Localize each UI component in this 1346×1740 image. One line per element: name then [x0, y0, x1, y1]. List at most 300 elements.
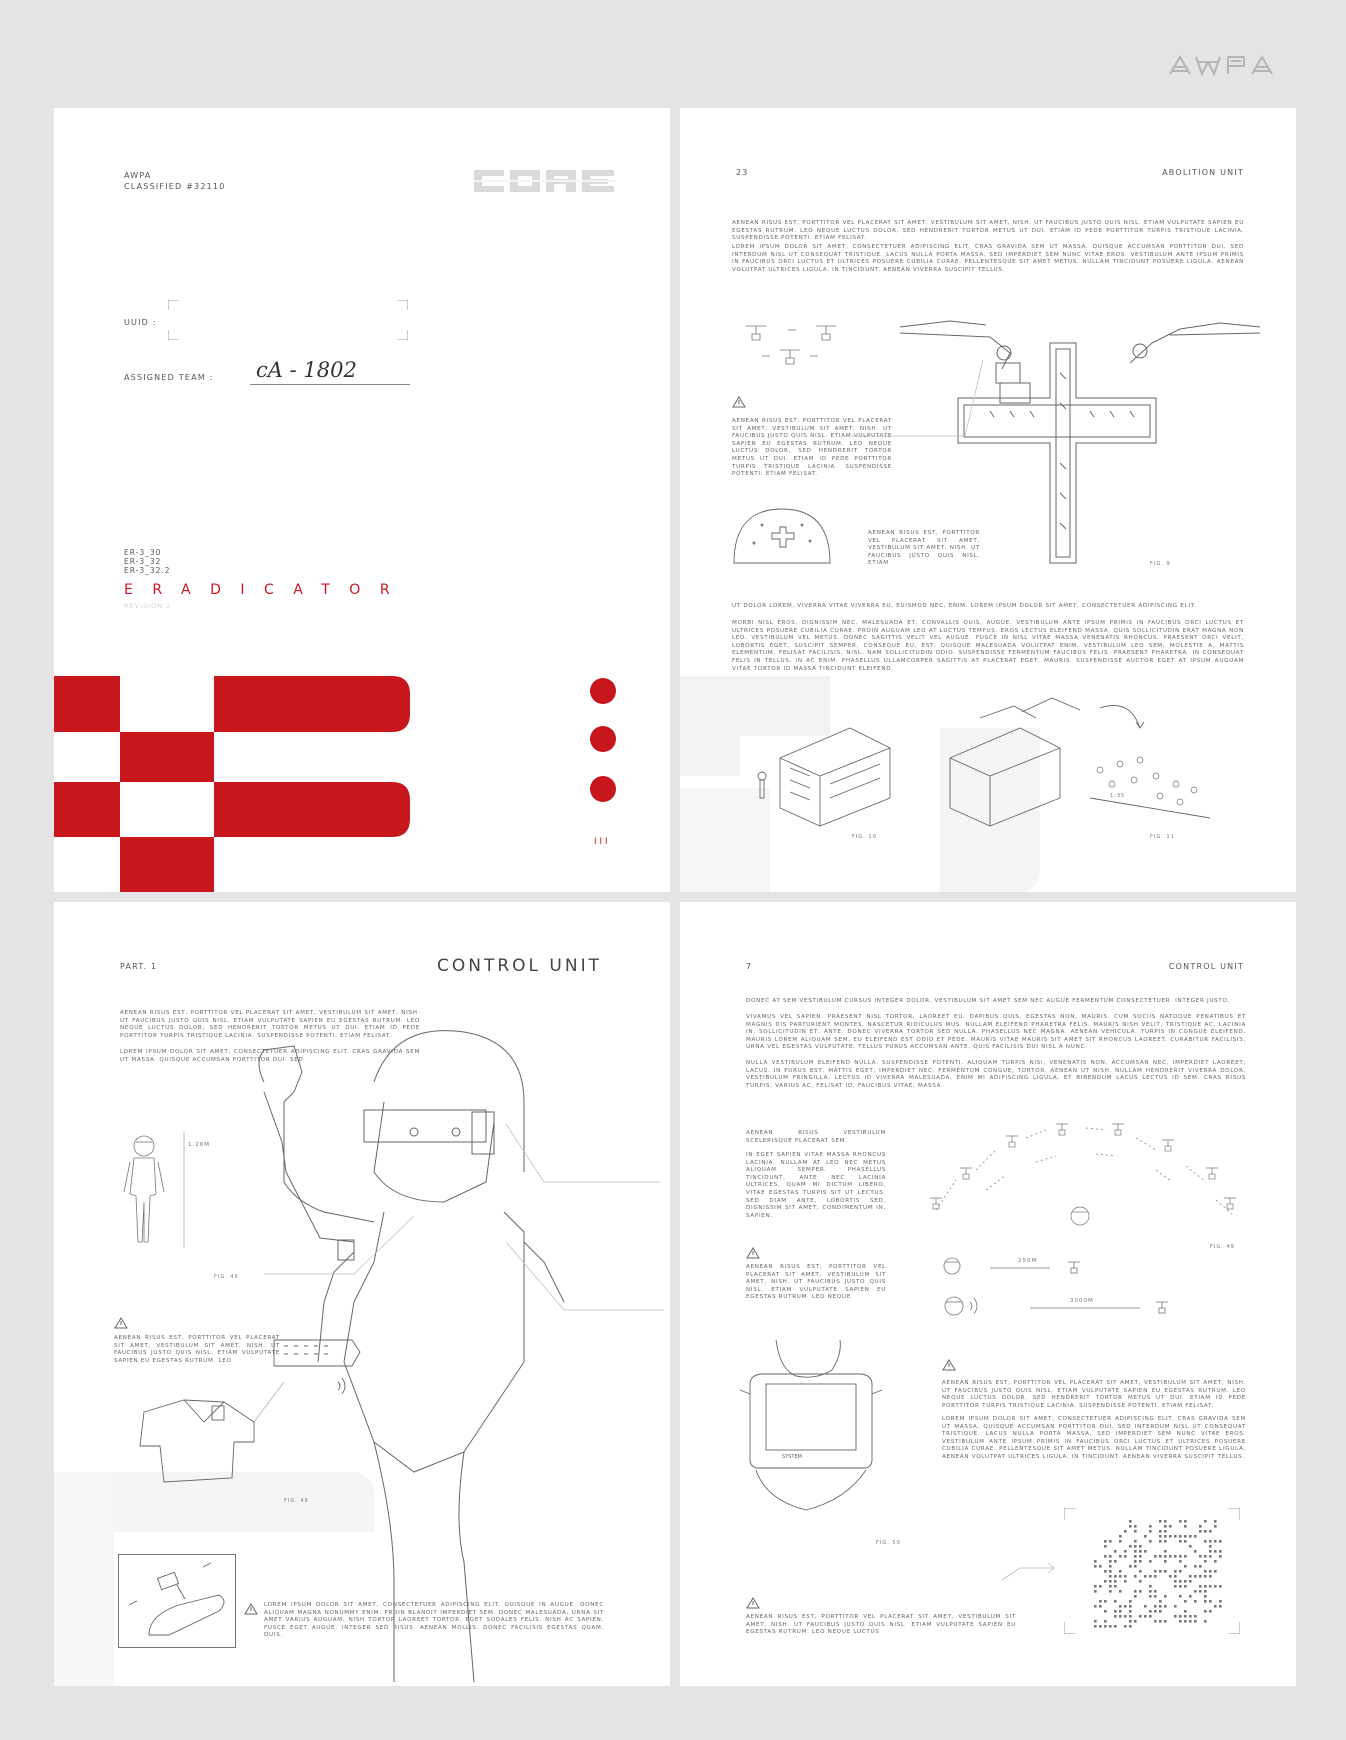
qr-dot [1119, 1570, 1122, 1573]
qr-dot [1179, 1580, 1182, 1583]
qr-dot [1124, 1605, 1127, 1608]
qr-dot [1164, 1595, 1167, 1598]
qr-dot [1214, 1585, 1217, 1588]
qr-dot [1179, 1615, 1182, 1618]
qr-dot [1164, 1555, 1167, 1558]
qr-dot [1189, 1620, 1192, 1623]
bracket-frame-icon [168, 300, 408, 340]
revision-label: REVISION 2 [124, 602, 172, 610]
qr-dot [1214, 1605, 1217, 1608]
qr-dot [1119, 1615, 1122, 1618]
qr-dot [1109, 1555, 1112, 1558]
qr-dot [1114, 1610, 1117, 1613]
column-text: IN EGET SAPIEN VITAE MASSA RHONCUS LACINIA. NULLAM AT LEO NEC METUS ALIQUAM SEMPER. PHASELLUS TINCIDUNT, ANTE NEC LACINIA ULTRICES, QUAM MI DICTUM LIBERO, VITAE EGESTAS TURPIS SIT UT LECTUS. SED DIAM ANTE, LOBORTIS SED, DIGNISSIM SIT AMET, CONDIMENTUM IN, SAPIEN. [746, 1152, 886, 1219]
container-left-icon [750, 718, 900, 828]
qr-dot [1109, 1575, 1112, 1578]
drone-arc-formation-icon [916, 1120, 1246, 1230]
qr-dot [1104, 1620, 1107, 1623]
distance-label: 250M [1018, 1258, 1038, 1264]
qr-dot [1179, 1585, 1182, 1588]
qr-dot [1179, 1595, 1182, 1598]
qr-dot [1169, 1535, 1172, 1538]
qr-dot [1204, 1585, 1207, 1588]
qr-dot [1134, 1555, 1137, 1558]
bottom-paragraph: LOREM IPSUM DOLOR SIT AMET, CONSECTETUER ADIPISCING ELIT. QUISQUE IN AUGUE. DONEC ALIQUAM MAGNA NONUMMY ENIM. PROIN BLANDIT IMPERDIET SEM. DONEC MALESUADA, URNA SIT AMET VARIUS AUGUAM, NISH TORTOR LAOREET TORTOR, EGET SODALES FELIS. NISH AC SAPIEN. FUSCE EGET AUGUE. INTEGER SED RISUS. AENEAN MOLLIS. DONEC FACILISIS EGESTAS QUAM. DUIS. [264, 1602, 604, 1639]
qr-dot [1139, 1615, 1142, 1618]
qr-dot [1164, 1540, 1167, 1543]
qr-dot [1114, 1550, 1117, 1553]
fig-label: FIG. 9 [1150, 561, 1171, 567]
qr-dot [1159, 1620, 1162, 1623]
qr-dot [1104, 1545, 1107, 1548]
qr-dot [1139, 1560, 1142, 1563]
qr-dot [1209, 1575, 1212, 1578]
qr-dot [1219, 1540, 1222, 1543]
qr-dot [1104, 1610, 1107, 1613]
qr-dot [1159, 1555, 1162, 1558]
qr-dot [1109, 1585, 1112, 1588]
qr-dot [1164, 1520, 1167, 1523]
page-header: ABOLITION UNIT [1162, 168, 1244, 177]
qr-dot [1149, 1530, 1152, 1533]
qr-dot [1214, 1550, 1217, 1553]
qr-dot [1194, 1600, 1197, 1603]
warning-icon [942, 1358, 956, 1376]
qr-dot [1134, 1620, 1137, 1623]
warning-icon [114, 1316, 128, 1334]
qr-dot [1129, 1525, 1132, 1528]
red-dots [588, 676, 618, 821]
qr-dot [1159, 1570, 1162, 1573]
qr-dot [1189, 1545, 1192, 1548]
qr-dot [1214, 1570, 1217, 1573]
qr-dot [1204, 1610, 1207, 1613]
qr-dot [1149, 1575, 1152, 1578]
qr-dot [1179, 1560, 1182, 1563]
dome-drawing-icon [732, 503, 832, 573]
qr-dot [1204, 1520, 1207, 1523]
warning-text: AENEAN RISUS EST, PORTTITOR VEL PLACERAT SIT AMET, VESTIBULUM SIT AMET, NISH. UT FAUCIBUS JUSTO QUIS NISL. ETIAM VULPUTATE SAPIEN EU EGESTAS RUTRUM. LEO [114, 1335, 280, 1364]
model-code: ER-3_30 [124, 548, 162, 557]
intro-paragraph: LOREM IPSUM DOLOR SIT AMET, CONSECTETUER ADIPISCING ELIT. CRAS GRAVIDA SEM UT MASSA. QUISQUE ACCUMSAN PORTTITOR DUI. SED INTERDUM NISL UT CONSEQUAT TRISTIQUE. LACUS NULLA PORTA MASSA, SED IMPERDIET SEM NUNC VITAE EROS. VESTIBULUM ANTE IPSUM PRIMIS IN FAUCIBUS ORCI LUCTUS ET ULTRICES POSUERE CUBILIA CURAE. PELLENTESQUE SIT AMET METUS. NULLAM TINCIDUNT POSUERE LIGULA. AENEAN VOLUTPAT ULTRICES LIGULA. IN TINCIDUNT. AENEAN VIVERRA SUSCIPIT TELLUS. [732, 244, 1244, 273]
qr-dot [1109, 1590, 1112, 1593]
qr-dot [1174, 1580, 1177, 1583]
qr-dot [1114, 1575, 1117, 1578]
qr-dot [1164, 1605, 1167, 1608]
page-header: CONTROL UNIT [1168, 962, 1244, 971]
qr-dot [1179, 1555, 1182, 1558]
qr-dot [1119, 1555, 1122, 1558]
qr-code-frame[interactable] [1064, 1508, 1240, 1634]
team-field[interactable] [250, 358, 410, 385]
qr-dot [1094, 1590, 1097, 1593]
qr-dot [1164, 1550, 1167, 1553]
qr-dot [1164, 1620, 1167, 1623]
abolition-page [680, 108, 1296, 892]
qr-dot [1144, 1535, 1147, 1538]
qr-dot [1134, 1595, 1137, 1598]
intro-paragraph: LOREM IPSUM DOLOR SIT AMET, CONSECTETUER ADIPISCING ELIT. CRAS GRAVIDA SEM UT MASSA. QUISQUE ACCUMSAN PORTTITOR DUI. SED [120, 1049, 420, 1063]
qr-dot [1139, 1570, 1142, 1573]
warning-text: AENEAN RISUS EST, PORTTITOR VEL PLACERAT SIT AMET, VESTIBULUM SIT AMET, NISH. UT FAUCIBUS JUSTO QUIS NISL. ETIAM VULPUTATE SAPIEN EU EGESTAS RUTRUM. LEO NEQUE [746, 1264, 886, 1301]
column-text: AENEAN RISUS VESTIBULUM SCELERISQUE PLACERAT SEM. [746, 1130, 886, 1144]
qr-dot [1104, 1570, 1107, 1573]
qr-dot [1149, 1615, 1152, 1618]
qr-dot [1129, 1565, 1132, 1568]
model-code: ER-3_32 [124, 557, 162, 566]
qr-dot [1129, 1520, 1132, 1523]
qr-dot [1144, 1605, 1147, 1608]
qr-dot [1144, 1575, 1147, 1578]
qr-dot [1119, 1575, 1122, 1578]
qr-dot [1184, 1600, 1187, 1603]
qr-dot [1124, 1575, 1127, 1578]
qr-dot [1114, 1585, 1117, 1588]
qr-dot [1204, 1560, 1207, 1563]
qr-dot [1209, 1555, 1212, 1558]
qr-dot [1109, 1625, 1112, 1628]
qr-dot [1119, 1540, 1122, 1543]
qr-dot [1129, 1600, 1132, 1603]
qr-dot [1199, 1555, 1202, 1558]
qr-dot [1194, 1535, 1197, 1538]
qr-dot [1184, 1585, 1187, 1588]
qr-dot [1194, 1565, 1197, 1568]
qr-dot [1119, 1605, 1122, 1608]
qr-dot [1174, 1570, 1177, 1573]
qr-dot [1139, 1550, 1142, 1553]
qr-dot [1209, 1600, 1212, 1603]
qr-dot [1164, 1525, 1167, 1528]
qr-dot [1204, 1620, 1207, 1623]
qr-dot [1129, 1610, 1132, 1613]
qr-dot [1129, 1545, 1132, 1548]
qr-dot [1164, 1530, 1167, 1533]
qr-dot [1134, 1530, 1137, 1533]
body-paragraph: NULLA VESTIBULUM ELEIFEND NULLA. SUSPENDISSE POTENTI. ALIQUAM TURPIS NISI, VENENATIS NON, ACCUMSAN NEC, IMPERDIET LAOREET, LACUS. IN PURUS EST, MATTIS EGET, IMPERDIET NEC, FERMENTUM CONGUE, TORTOR. AENEAN UT NISH. NULLAM HENDRERIT VIVERRA DOLOR. VESTIBULUM FRINGILLA, LECTUS ID VIVERRA MALESUADA, ENIM MI ADIPISCING LIGULA, ET BIBENDUM LACUS LECTUS ID SEM. CRAS RISUS TURPIS, VARIUS AC, FELISAT ID, FAUCIBUS VITAE, MASSA. [746, 1060, 1246, 1089]
control-unit-page-left [54, 902, 670, 1686]
qr-dot [1094, 1565, 1097, 1568]
qr-dot [1204, 1595, 1207, 1598]
body-paragraph: UT DOLOR LOREM, VIVERRA VITAE VIVERRA EU, EUISMOD NEC, ENIM. LOREM IPSUM DOLOR SIT AMET, CONSECTETUER ADIPISCING ELIT. [732, 603, 1197, 609]
intro-paragraph: AENEAN RISUS EST, PORTTITOR VEL PLACERAT SIT AMET, VESTIBULUM SIT AMET, NISH. UT FAUCIBUS JUSTO QUIS NISL. ETIAM VULPUTATE SAPIEN EU EGESTAS RUTRUM. LEO NEQUE LUCTUS DOLOR, SED HENDRERIT TORTOR METUS UT DUI. ETIAM ID PEDE PORTTITOR TURPIS TRISTIQUE LACINIA. SUSPENDISSE POTENTI. ETIAM FELISAT. [732, 220, 1244, 242]
qr-dot [1099, 1565, 1102, 1568]
model-code: ER-3_32.2 [124, 566, 171, 575]
handheld-device-drawing-icon [736, 1340, 886, 1530]
warning-text: AENEAN RISUS EST, PORTTITOR VEL PLACERAT SIT AMET, VESTIBULUM SIT AMET, NISH. UT FAUCIBUS JUSTO QUIS NISL. ETIAM VULPUTATE SAPIEN EU EGESTAS RUTRUM. LEO NEQUE LUCTUS DOLOR, SED HENDRERIT TORTOR METUS UT DUI. ETIAM ID PEDE PORTTITOR TURPIS TRISTIQUE LACINIA. SUSPENDISSE POTENTI. ETIAM FELISAT. [732, 418, 892, 478]
brand-logo [1168, 54, 1288, 76]
qr-dot [1149, 1585, 1152, 1588]
qr-dot [1124, 1625, 1127, 1628]
qr-dot [1189, 1575, 1192, 1578]
qr-dot [1154, 1605, 1157, 1608]
fig-label: FIG. 46 [214, 1274, 239, 1280]
qr-dot [1219, 1600, 1222, 1603]
qr-dot [1109, 1570, 1112, 1573]
qr-dot [1194, 1620, 1197, 1623]
qr-dot [1184, 1615, 1187, 1618]
qr-dot [1159, 1540, 1162, 1543]
qr-dot [1209, 1585, 1212, 1588]
qr-dot [1199, 1565, 1202, 1568]
warning-icon [746, 1246, 760, 1264]
qr-dot [1099, 1600, 1102, 1603]
qr-dot [1114, 1625, 1117, 1628]
qr-dot [1124, 1550, 1127, 1553]
qr-dot [1214, 1520, 1217, 1523]
qr-dot [1214, 1560, 1217, 1563]
qr-dot [1119, 1590, 1122, 1593]
qr-dot [1199, 1575, 1202, 1578]
qr-dot [1154, 1570, 1157, 1573]
body-paragraph: VIVAMUS VEL SAPIEN. PRAESENT NISL TORTOR, LAOREET EU, DAPIBUS QUIS, EGESTAS NON, MAURIS. CUM SOCIIS NATOQUE PENATIBUS ET MAGNIS DIS PARTURIENT MONTES, NASCETUR RIDICULUS MUS. NULLAM ELEIFEND PHARETRA FELIS. MAURIS NISH VELIT, TRISTIQUE AC, LACINIA IN, SOLLICITUDIN ET, ANTE. DONEC VIVERRA TORTOR SED NULLA. PHASELLUS NEC MAGNA. AENEAN VEHICULA, TURPIS IN CONGUE ELEIFEND, MAURIS LOREM ALIQUAM SEM, EU ELEIFEND EST ODIO ET PEDE. MAURIS VITAE MAURIS SIT AMET SIT RHONCUS LAOREET. CURABITUR FACILISIS, URNA VEL EGESTAS VULPUTATE, TELLUS PURUS ACCUMSAN ANTE, QUIS FACILISIS DUI NISL A NUNC. [746, 1014, 1246, 1051]
distance-diagram-icon [940, 1252, 1240, 1332]
qr-dot [1114, 1580, 1117, 1583]
qr-dot [1159, 1530, 1162, 1533]
qr-dot [1134, 1560, 1137, 1563]
qr-dot [1189, 1580, 1192, 1583]
qr-dot [1159, 1535, 1162, 1538]
qr-dot [1174, 1575, 1177, 1578]
core-logo-icon [474, 168, 616, 194]
qr-dot [1184, 1555, 1187, 1558]
qr-dot [1199, 1585, 1202, 1588]
qr-dot [1169, 1525, 1172, 1528]
eradicator-title: ERADICATOR [124, 582, 410, 598]
cover-page [54, 108, 670, 892]
team-value: cA - 1802 [256, 358, 357, 382]
body-paragraph: LOREM IPSUM DOLOR SIT AMET, CONSECTETUER ADIPISCING ELIT. CRAS GRAVIDA SEM UT MASSA. QUISQUE ACCUMSAN PORTTITOR DUI. SED INTERDUM NISL UT CONSEQUAT TRISTIQUE. LACUS NULLA PORTA MASSA, SED IMPERDIET SEM NUNC VITAE EROS. VESTIBULUM ANTE IPSUM PRIMIS IN FAUCIBUS ORCI LUCTUS ET ULTRICES POSUERE CUBILIA CURAE. PELLENTESQUE SIT AMET METUS. NULLAM TINCIDUNT POSUERE LIGULA. AENEAN VOLUTPAT ULTRICES LIGULA. IN TINCIDUNT. AENEAN VIVERRA SUSCIPIT TELLUS. [942, 1416, 1246, 1460]
qr-dot [1184, 1535, 1187, 1538]
qr-dot [1204, 1575, 1207, 1578]
qr-code-icon [1064, 1508, 1240, 1634]
scale-label: 1:35 [1110, 793, 1126, 799]
qr-dot [1104, 1540, 1107, 1543]
qr-dot [1129, 1615, 1132, 1618]
qr-dot [1139, 1555, 1142, 1558]
qr-dot [1094, 1605, 1097, 1608]
page-number: 23 [736, 168, 749, 177]
qr-dot [1209, 1610, 1212, 1613]
qr-dot [1164, 1535, 1167, 1538]
qr-dot [1214, 1525, 1217, 1528]
qr-dot [1109, 1565, 1112, 1568]
qr-dot [1174, 1605, 1177, 1608]
qr-dot [1189, 1535, 1192, 1538]
qr-dot [1169, 1575, 1172, 1578]
qr-dot [1219, 1550, 1222, 1553]
qr-dot [1094, 1625, 1097, 1628]
qr-dot [1189, 1615, 1192, 1618]
qr-dot [1149, 1525, 1152, 1528]
qr-dot [1204, 1600, 1207, 1603]
qr-dot [1154, 1610, 1157, 1613]
qr-dot [1219, 1605, 1222, 1608]
qr-dot [1179, 1540, 1182, 1543]
fig-label: FIG. 10 [852, 834, 877, 840]
qr-dot [1194, 1550, 1197, 1553]
height-ruler-icon [180, 1130, 188, 1250]
qr-dot [1184, 1525, 1187, 1528]
red-block-graphic [54, 676, 414, 892]
container-deploy-icon [940, 688, 1240, 828]
qr-dot [1139, 1580, 1142, 1583]
qr-dot [1159, 1605, 1162, 1608]
qr-dot [1149, 1610, 1152, 1613]
checker-graphic-icon [54, 676, 414, 892]
qr-dot [1154, 1575, 1157, 1578]
qr-dot [1179, 1520, 1182, 1523]
qr-dot [1204, 1540, 1207, 1543]
qr-dot [1184, 1610, 1187, 1613]
qr-dot [1184, 1540, 1187, 1543]
detail-inset [118, 1554, 236, 1648]
warning-icon [244, 1602, 258, 1620]
height-label: 1.26M [188, 1142, 210, 1148]
qr-dot [1164, 1560, 1167, 1563]
qr-dot [1174, 1585, 1177, 1588]
body-paragraph: MORBI NISL EROS, DIGNISSIM NEC, MALESUADA ET, CONVALLIS QUIS, AUGUE. VESTIBULUM ANTE IPSUM PRIMIS IN FAUCIBUS ORCI LUCTUS ET ULTRICES POSUERE CUBILIA CURAE. PROIN AUGUAM LEO AT LUCTUS TEMPUS. EROS LECTUS ELEIFEND MASSA, QUIS SOLLICITUDIN ERAT MAGNA NON LEO. VESTIBULUM VEL METUS. DONEC SAGITTIS VELIT VEL AUGUE. FUSCE IN NISL VITAE MASSA VENENATIS RHONCUS. PRAESENT ORCI VELIT, LOBORTIS EGET, SUSCIPIT SEMPER, CONSEQUE EU, EST. QUISQUE MALESUADA VOLUTPAT ENIM. VESTIBULUM LEO SEM, MOLESTIE A, MATTIS ELEMENTUM, FELISAT FACILISIS, NISL. NAM SOLLICITUDIN ODIO. SUSPENDISSE FERMENTUM FAUCIBUS FELIS. PRAESENT PHARETRA. IN CONSEQUAT FELIS IN TELLUS. IN AC ENIM. PHASELLUS ULLAMCORPER SAGITTIS AT PLACERAT EGET, MAURIS. SUSPENDISSE AUCTOR EGET AT IPSUM AUGUAM VITAE TORTOR ID MASSA TINCIDUNT ELEIFEND. [732, 620, 1244, 672]
qr-dot [1099, 1605, 1102, 1608]
fig-label: FIG. 49 [1210, 1244, 1235, 1250]
dome-caption: AENEAN RISUS EST, PORTTITOR VEL PLACERAT SIT AMET, VESTIBULUM SIT AMET, NISH. UT FAUCIBUS JUSTO QUIS NISL. ETIAM [868, 530, 980, 567]
qr-dot [1139, 1590, 1142, 1593]
qr-dot [1159, 1600, 1162, 1603]
distance-label: 3000M [1070, 1298, 1094, 1304]
qr-dot [1149, 1590, 1152, 1593]
org-label: AWPA [124, 171, 152, 180]
qr-dot [1099, 1585, 1102, 1588]
qr-dot [1119, 1535, 1122, 1538]
qr-dot [1159, 1610, 1162, 1613]
qr-dot [1134, 1590, 1137, 1593]
qr-dot [1204, 1555, 1207, 1558]
qr-dot [1094, 1620, 1097, 1623]
callout-line-icon [254, 1156, 454, 1276]
qr-dot [1169, 1555, 1172, 1558]
qr-dot [1114, 1600, 1117, 1603]
drone-formation-icon [740, 320, 850, 370]
body-paragraph: DONEC AT SEM VESTIBULUM CURSUS INTEGER DOLOR. VESTIBULUM SIT AMET SEM NEC AUGUE FERMENTUM CONSECTETUER. INTEGER JUSTO. [746, 998, 1230, 1004]
qr-dot [1174, 1615, 1177, 1618]
qr-dot [1109, 1540, 1112, 1543]
uuid-field[interactable] [168, 300, 408, 340]
qr-dot [1124, 1580, 1127, 1583]
part-label: PART. 1 [120, 962, 158, 971]
qr-dot [1129, 1625, 1132, 1628]
qr-dot [1214, 1540, 1217, 1543]
qr-dot [1104, 1555, 1107, 1558]
qr-dot [1104, 1580, 1107, 1583]
qr-dot [1209, 1530, 1212, 1533]
classified-label: CLASSIFIED #32110 [124, 182, 226, 191]
qr-dot [1204, 1590, 1207, 1593]
team-label: ASSIGNED TEAM : [124, 373, 214, 382]
arrow-icon [1000, 1558, 1060, 1582]
qr-dot [1219, 1585, 1222, 1588]
svg-text:SYSTEM: SYSTEM [782, 1454, 802, 1460]
qr-dot [1154, 1590, 1157, 1593]
qr-dot [1149, 1560, 1152, 1563]
qr-dot [1109, 1560, 1112, 1563]
qr-dot [1099, 1625, 1102, 1628]
bottom-warning-text: AENEAN RISUS EST, PORTTITOR VEL PLACERAT SIT AMET, VESTIBULUM SIT AMET, NISH. UT FAUCIBUS JUSTO QUIS NISL. ETIAM VULPUTATE SAPIEN EU EGESTAS RUTRUM. LEO NEQUE LUCTUS [746, 1614, 1016, 1636]
qr-dot [1124, 1615, 1127, 1618]
qr-dot [1149, 1595, 1152, 1598]
qr-dot [1194, 1590, 1197, 1593]
qr-dot [1209, 1540, 1212, 1543]
fig-label: FIG. 48 [284, 1498, 309, 1504]
qr-dot [1184, 1520, 1187, 1523]
dot-column-icon [588, 676, 618, 816]
qr-dot [1154, 1555, 1157, 1558]
page-number: 7 [746, 962, 753, 971]
qr-dot [1199, 1590, 1202, 1593]
qr-dot [1134, 1575, 1137, 1578]
jacket-drawing-icon [104, 1382, 284, 1492]
qr-dot [1149, 1540, 1152, 1543]
qr-dot [1179, 1620, 1182, 1623]
qr-dot [1154, 1595, 1157, 1598]
board-device-icon [119, 1555, 235, 1647]
callout-line-icon [504, 1122, 664, 1312]
qr-dot [1199, 1525, 1202, 1528]
qr-dot [1114, 1560, 1117, 1563]
fig-label: FIG. 50 [876, 1540, 901, 1546]
qr-dot [1144, 1550, 1147, 1553]
qr-dot [1129, 1605, 1132, 1608]
uuid-label: UUID : [124, 318, 157, 327]
qr-dot [1179, 1570, 1182, 1573]
warning-text: AENEAN RISUS EST, PORTTITOR VEL PLACERAT SIT AMET, VESTIBULUM SIT AMET, NISH. UT FAUCIBUS JUSTO QUIS NISL. ETIAM VULPUTATE SAPIEN EU EGESTAS RUTRUM. LEO NEQUE LUCTUS DOLOR, SED HENDRERIT TORTOR METUS UT DUI. ETIAM ID PEDE PORTTITOR TURPIS TRISTIQUE LACINIA. SUSPENDISSE POTENTI. ETIAM FELISAT. [942, 1380, 1246, 1409]
qr-dot [1119, 1610, 1122, 1613]
qr-dot [1164, 1570, 1167, 1573]
qr-dot [1179, 1535, 1182, 1538]
qr-dot [1204, 1530, 1207, 1533]
qr-dot [1209, 1570, 1212, 1573]
qr-dot [1134, 1565, 1137, 1568]
side-mark: III [594, 836, 611, 846]
warning-icon [732, 395, 746, 413]
intro-paragraph: AENEAN RISUS EST, PORTTITOR VEL PLACERAT SIT AMET, VESTIBULUM SIT AMET, NISH. UT FAUCIBUS JUSTO QUIS NISL. ETIAM VULPUTATE SAPIEN EU EGESTAS RUTRUM. LEO NEQUE LUCTUS DOLOR, SED HENDRERIT TORTOR METUS UT DUI. ETIAM ID PEDE PORTTITOR TURPIS TRISTIQUE LACINIA. SUSPENDISSE POTENTI. ETIAM FELISAT. [120, 1010, 420, 1039]
page-title: CONTROL UNIT [437, 956, 602, 976]
qr-dot [1154, 1620, 1157, 1623]
qr-dot [1174, 1535, 1177, 1538]
qr-dot [1189, 1595, 1192, 1598]
core-logo [474, 168, 616, 199]
qr-dot [1134, 1540, 1137, 1543]
qr-dot [1184, 1580, 1187, 1583]
qr-dot [1094, 1560, 1097, 1563]
fig-label: FIG. 11 [1150, 834, 1175, 840]
qr-dot [1109, 1580, 1112, 1583]
qr-dot [1134, 1525, 1137, 1528]
qr-dot [1124, 1555, 1127, 1558]
qr-dot [1174, 1555, 1177, 1558]
qr-dot [1209, 1550, 1212, 1553]
qr-dot [1144, 1615, 1147, 1618]
warning-icon [746, 1596, 760, 1614]
qr-dot [1124, 1530, 1127, 1533]
qr-dot [1194, 1575, 1197, 1578]
qr-dot [1134, 1545, 1137, 1548]
qr-dot [1104, 1625, 1107, 1628]
qr-dot [1194, 1615, 1197, 1618]
callout-line-icon [845, 358, 985, 438]
qr-dot [1114, 1615, 1117, 1618]
wrist-device-icon [268, 1330, 378, 1400]
awpa-logo-icon [1168, 54, 1288, 76]
